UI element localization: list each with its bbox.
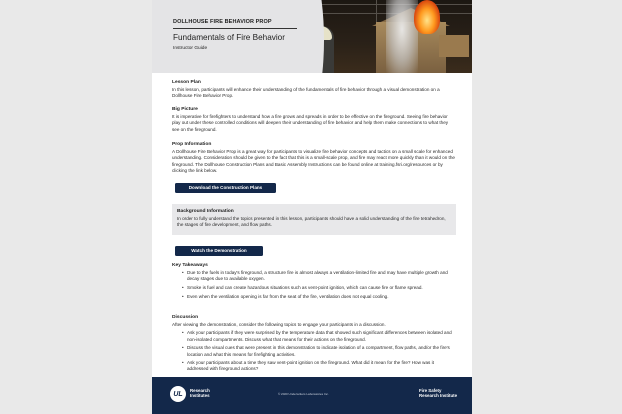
section-body: In order to fully understand the topics presented in this lesson, participants should have a solid understanding of the fire tetrahedron, the stages of fire development, and flow paths. bbox=[177, 216, 446, 228]
key-takeaways-list bbox=[172, 270, 456, 300]
section-key-takeaways bbox=[172, 263, 456, 302]
section-heading: Discussion bbox=[172, 315, 199, 320]
section-body: In this lesson, participants will enhance their understanding of the fundamentals of fire behavior through a visual demonstration on a Dollhouse Fire Behavior Prop. bbox=[172, 87, 440, 99]
list-item: • Even when the ventilation opening is far from the seat of the fire, ventilation does not equal cooling. bbox=[182, 293, 389, 299]
header-banner bbox=[152, 0, 472, 73]
download-construction-plans-button[interactable]: Download the Construction Plans bbox=[175, 183, 276, 193]
section-heading: Key Takeaways bbox=[172, 263, 208, 268]
section-heading: Prop Information bbox=[172, 142, 212, 147]
fsri-label: Fire Safety Research Institute bbox=[419, 388, 458, 399]
section-heading: Big Picture bbox=[172, 107, 198, 112]
section-body: It is imperative for firefighters to understand how a fire grows and spreads in order to be effective on the fireground. Seeing fire behavior play out under these controlled conditions will deepen their understanding of fire behavior and help them make connections to what they see on the fireground. bbox=[172, 114, 449, 132]
ul-logo-icon: UL bbox=[170, 386, 186, 402]
page-subtitle: Instructor Guide bbox=[173, 46, 208, 51]
list-item: • Ask your participants about a time they saw vent-point ignition on the fireground. What did it mean for the fire? How was it addressed with fireground actions? bbox=[182, 360, 434, 372]
bullet-icon: • bbox=[182, 330, 184, 336]
section-big-picture bbox=[172, 107, 456, 133]
copyright-text: © 2020 Underwriters Laboratories Inc. bbox=[278, 392, 329, 396]
document-page bbox=[152, 0, 472, 414]
bullet-icon: • bbox=[182, 293, 184, 299]
discussion-list bbox=[172, 330, 456, 372]
section-body: A Dollhouse Fire Behavior Prop is a great way for participants to visualize fire behavior concepts and tactics on a small scale for enhanced understanding. Consideration should be given to the fact that this is a small-scale prop, and fire may react more quickly than it would on the fireground. The Dollhouse Construction Plans and Basic Assembly Instructions can be found online at training.fsri.org/resources or by clicking the link below. bbox=[172, 149, 455, 174]
header-photo bbox=[304, 0, 472, 73]
kicker-divider bbox=[173, 28, 297, 29]
background-information-callout bbox=[172, 204, 456, 235]
footer bbox=[152, 377, 472, 414]
section-discussion bbox=[172, 315, 456, 375]
section-heading: Lesson Plan bbox=[172, 80, 201, 85]
bullet-icon: • bbox=[182, 345, 184, 351]
section-lesson-plan bbox=[172, 80, 456, 100]
bullet-icon: • bbox=[182, 284, 184, 290]
dollhouse-wing bbox=[439, 35, 469, 57]
list-item: • Due to the fuels in today's fireground, a structure fire is almost always a ventilation-limited fire and may have multiple growth and decay stages due to available oxygen. bbox=[182, 270, 448, 282]
bullet-icon: • bbox=[182, 360, 184, 366]
smoke-plume bbox=[386, 0, 418, 73]
list-item: • Discuss the visual cues that were present in this demonstration to indicate isolation of a compartment, flow paths, and/or the fire's location and what this means for firefighting activities. bbox=[182, 345, 450, 357]
list-item: • Ask your participants if they were surprised by the temperature data that showed such significant differences between isolated and non-isolated compartments. Discuss what that means for their actions on the fireground. bbox=[182, 330, 452, 342]
fire-flame-icon bbox=[414, 0, 440, 34]
section-heading: Background Information bbox=[177, 209, 234, 214]
section-prop-information bbox=[172, 142, 456, 175]
ul-research-institutes-label: Research Institutes bbox=[190, 388, 210, 399]
page-title: Fundamentals of Fire Behavior bbox=[173, 33, 285, 42]
section-intro: After viewing the demonstration, consider the following topics to engage your participants in a discussion. bbox=[172, 322, 386, 327]
bullet-icon: • bbox=[182, 270, 184, 275]
watch-demonstration-button[interactable]: Watch the Demonstration bbox=[175, 246, 263, 256]
header-kicker: DOLLHOUSE FIRE BEHAVIOR PROP bbox=[173, 19, 272, 25]
list-item: • Smoke is fuel and can create hazardous situations such as vent-point ignition, which can cause fire or flame spread. bbox=[182, 284, 423, 290]
